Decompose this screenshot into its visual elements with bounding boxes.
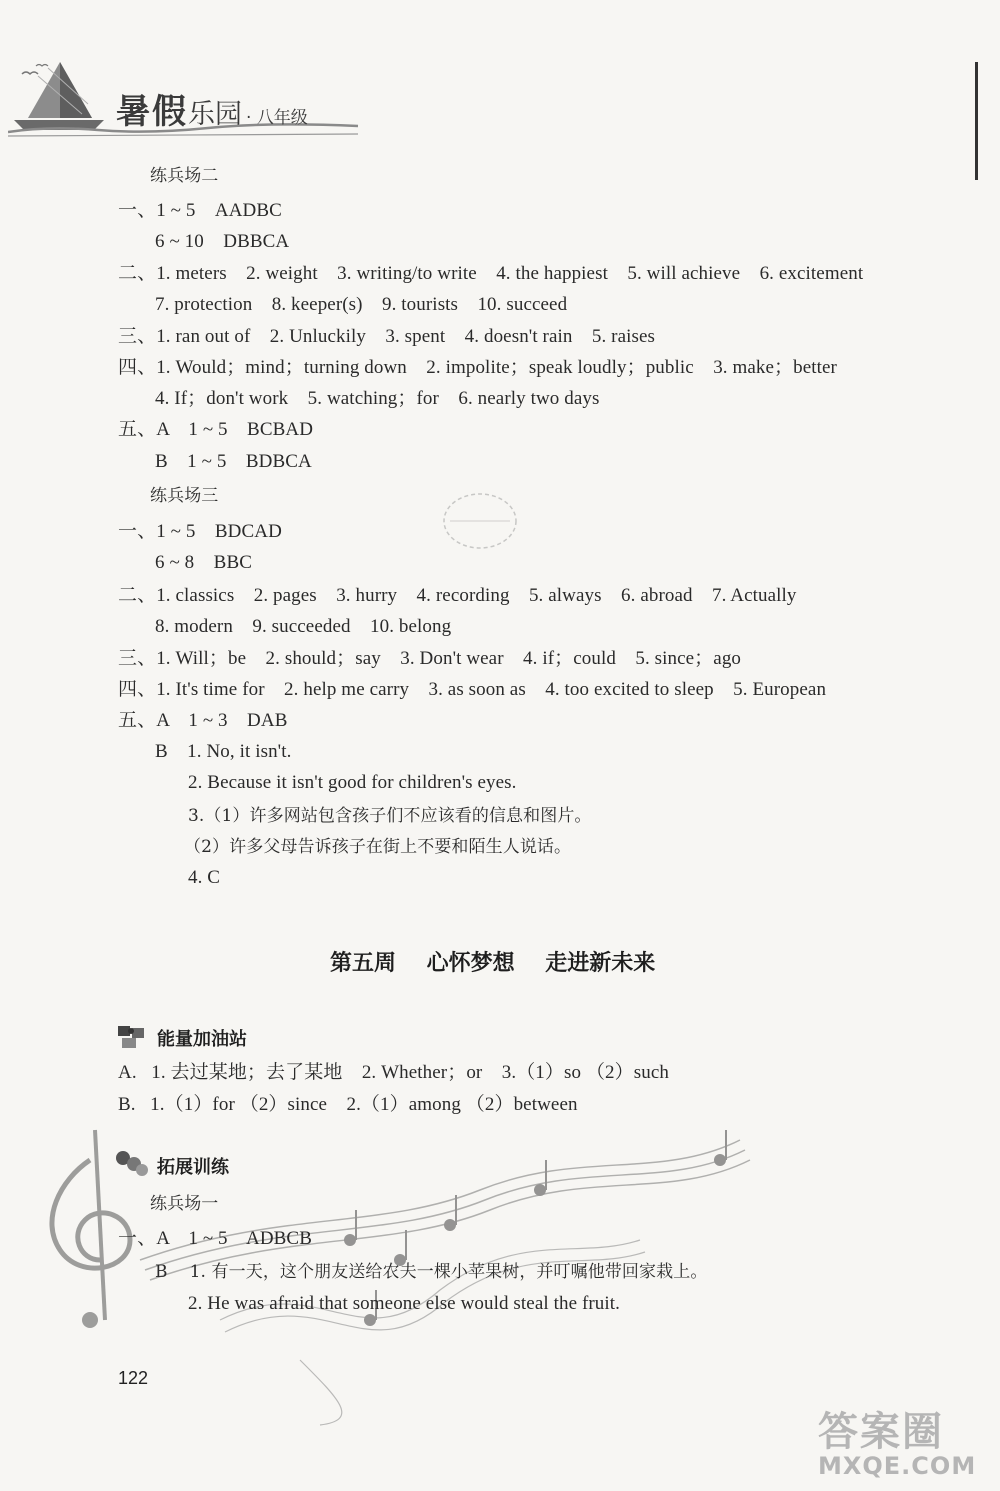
answer-line: B 1 ~ 5 BDBCA (155, 451, 312, 472)
answer-line: 3.（1）许多网站包含孩子们不应该看的信息和图片。 (188, 806, 592, 826)
answer-line: 一、1 ~ 5 BDCAD (118, 521, 282, 542)
section-label-practice-1: 练兵场一 (150, 1194, 219, 1214)
answer-line: 2. Because it isn't good for children's eyes. (188, 772, 517, 793)
watermark-logo: 答案圈 (818, 1409, 944, 1455)
section-heading-expansion: 拓展训练 (157, 1157, 229, 1178)
answer-line: 7. protection 8. keeper(s) 9. tourists 10. succeed (155, 294, 568, 315)
answer-line: 一、1 ~ 5 AADBC (118, 200, 282, 221)
answer-line: 8. modern 9. succeeded 10. belong (155, 616, 452, 637)
section-label-practice-3: 练兵场三 (150, 486, 219, 506)
header-grade: · 八年级 (246, 108, 308, 128)
section-label-practice-2: 练兵场二 (150, 166, 219, 186)
answer-line: 4. C (188, 867, 221, 888)
header-title-main: 暑假 (116, 92, 188, 132)
header-title (116, 84, 308, 133)
week-title: 第五周 心怀梦想 走进新未来 (330, 951, 656, 976)
answer-line: 五、A 1 ~ 3 DAB (118, 710, 288, 731)
section-line: A. 1. 去过某地；去了某地 2. Whether；or 3.（1）so （2）such (118, 1062, 669, 1083)
abc-icon (114, 1148, 148, 1178)
answer-line: 三、1. Will；be 2. should；say 3. Don't wear 4. if；could 5. since；ago (118, 648, 742, 669)
answer-line: 四、1. Would；mind；turning down 2. impolite；speak loudly；public 3. make；better (118, 357, 837, 378)
answer-line: 6 ~ 10 DBBCA (155, 231, 290, 252)
answer-line: 二、1. meters 2. weight 3. writing/to write 4. the happiest 5. will achieve 6. excitement (118, 263, 864, 284)
page-edge-line (975, 62, 978, 180)
puzzle-icon (116, 1022, 148, 1050)
answer-line: 二、1. classics 2. pages 3. hurry 4. recording 5. always 6. abroad 7. Actually (118, 585, 797, 606)
section-heading-energy: 能量加油站 (157, 1029, 247, 1050)
section-line: B. 1.（1）for （2）since 2.（1）among （2）between (118, 1094, 578, 1115)
page-number: 122 (118, 1368, 149, 1388)
answer-line: 一、A 1 ~ 5 ADBCB (118, 1228, 312, 1249)
header-title-sub: 乐园 (188, 99, 242, 130)
answer-line: B 1. No, it isn't. (155, 741, 292, 762)
answer-line: B 1. 有一天，这个朋友送给农夫一棵小苹果树，并叮嘱他带回家栽上。 (155, 1262, 708, 1282)
answer-line: 五、A 1 ~ 5 BCBAD (118, 419, 314, 440)
answer-line: （2）许多父母告诉孩子在街上不要和陌生人说话。 (184, 837, 572, 857)
answer-line: 6 ~ 8 BBC (155, 552, 252, 573)
watermark-url: MXQE.COM (818, 1452, 977, 1480)
answer-line: 四、1. It's time for 2. help me carry 3. as soon as 4. too excited to sleep 5. European (118, 679, 827, 700)
answer-line: 三、1. ran out of 2. Unluckily 3. spent 4. doesn't rain 5. raises (118, 326, 656, 347)
answer-line: 2. He was afraid that someone else would steal the fruit. (188, 1293, 621, 1314)
answer-line: 4. If；don't work 5. watching；for 6. nearly two days (155, 388, 600, 409)
stamp-icon (440, 490, 520, 552)
